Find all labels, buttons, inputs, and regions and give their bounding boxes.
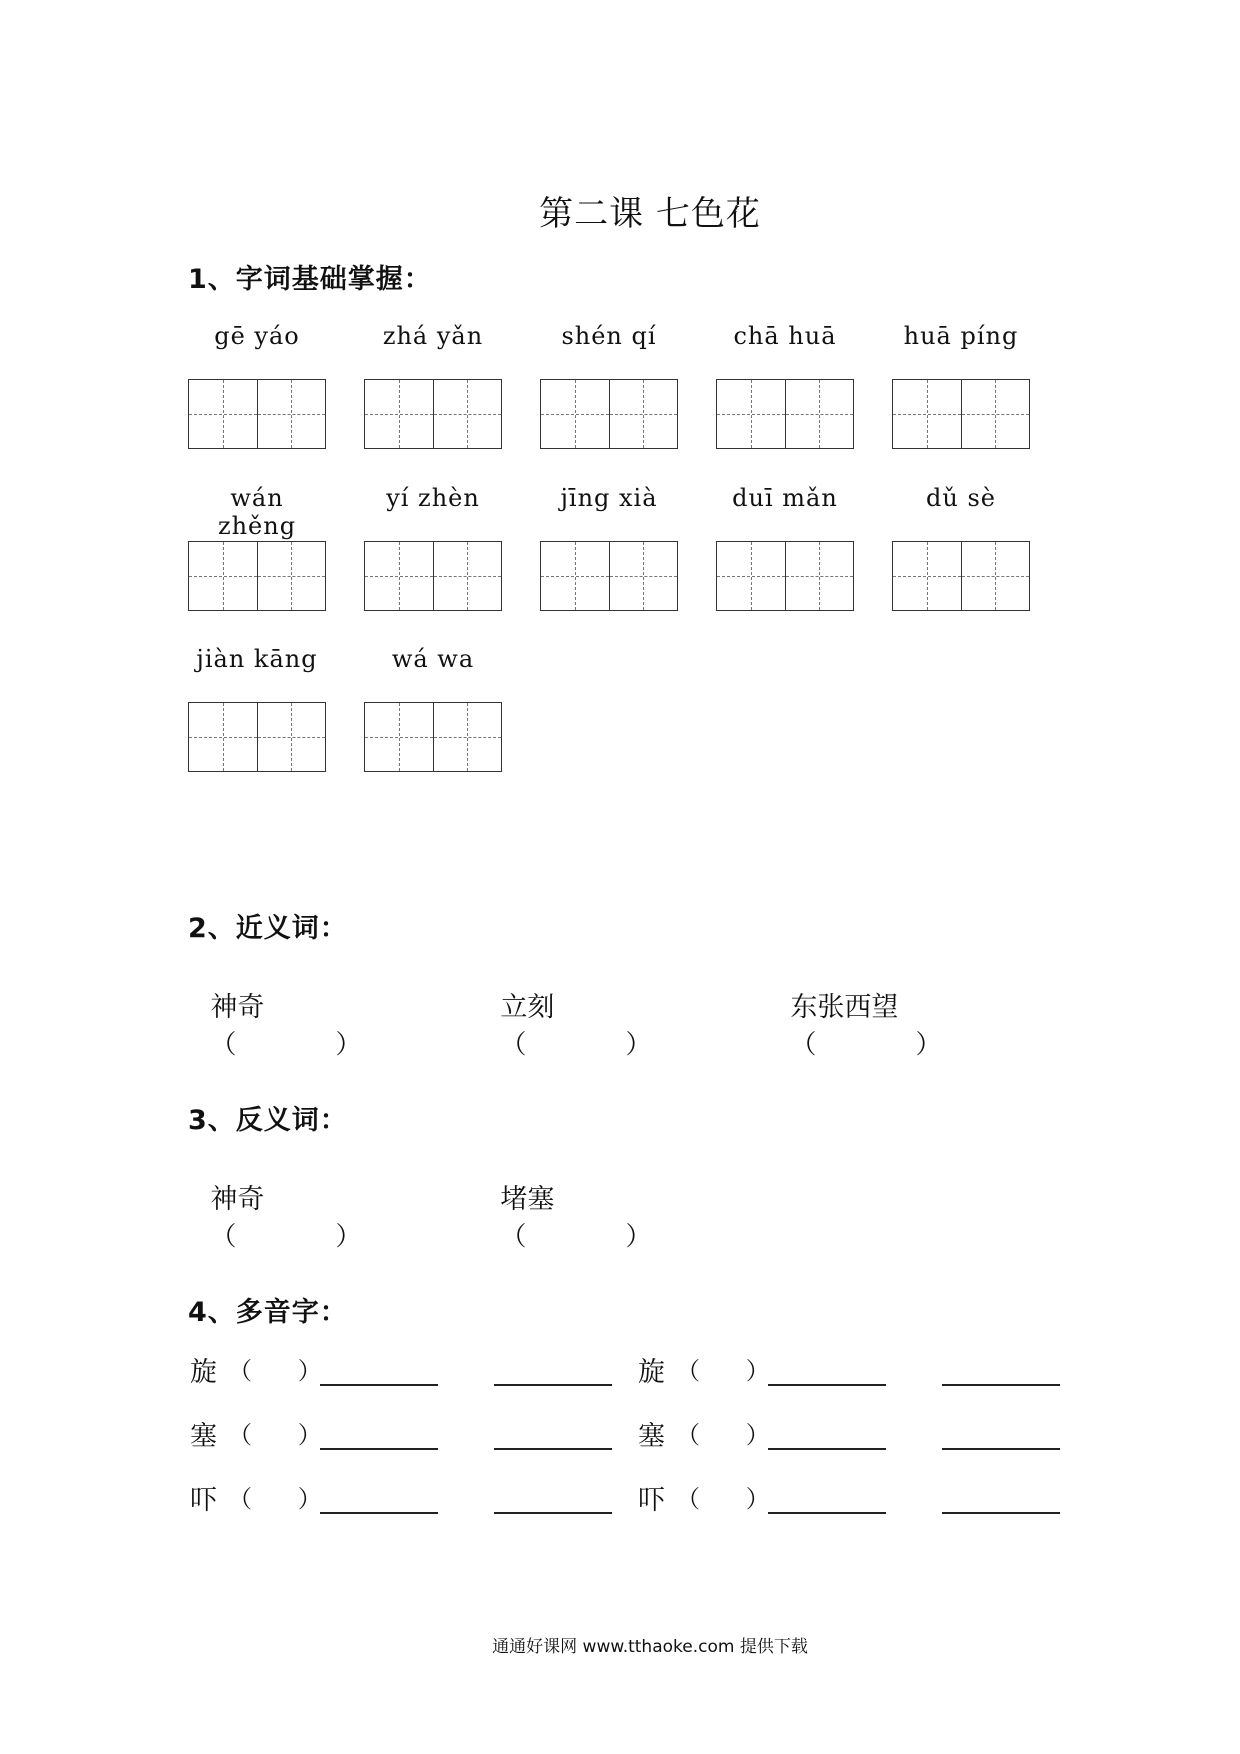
- word-answer-line[interactable]: [942, 1512, 1060, 1514]
- synonym-word: 东张西望: [790, 992, 899, 1023]
- tianzige-cell[interactable]: [717, 542, 785, 610]
- section-4-heading: 4、多音字：: [188, 1297, 348, 1328]
- tianzige-writing-box[interactable]: [540, 379, 678, 449]
- tianzige-writing-box[interactable]: [892, 379, 1030, 449]
- synonym-word: 神奇: [210, 992, 265, 1023]
- tianzige-cell[interactable]: [433, 542, 502, 610]
- tianzige-writing-box[interactable]: [188, 379, 326, 449]
- tianzige-cell[interactable]: [365, 542, 433, 610]
- word-answer-line[interactable]: [942, 1384, 1060, 1386]
- pinyin-label: yí zhèn: [386, 484, 480, 512]
- tianzige-cell[interactable]: [609, 380, 678, 448]
- section-3-heading: 3、反义词：: [188, 1105, 348, 1136]
- pinyin-label: duī mǎn: [732, 484, 838, 512]
- tianzige-cell[interactable]: [257, 380, 326, 448]
- pinyin-label: dǔ sè: [926, 484, 996, 512]
- pinyin-label: jīng xià: [560, 484, 658, 512]
- word-answer-line[interactable]: [320, 1384, 438, 1386]
- word-answer-line[interactable]: [768, 1512, 886, 1514]
- answer-blank[interactable]: （ ）: [790, 1030, 942, 1060]
- section-2-heading: 2、近义词：: [188, 913, 348, 944]
- word-answer-line[interactable]: [494, 1384, 612, 1386]
- tianzige-cell[interactable]: [365, 380, 433, 448]
- tianzige-cell[interactable]: [365, 703, 433, 771]
- pinyin-answer-blank[interactable]: （ ）: [676, 1485, 770, 1513]
- tianzige-cell[interactable]: [541, 542, 609, 610]
- pinyin-answer-blank[interactable]: （ ）: [676, 1421, 770, 1449]
- word-answer-line[interactable]: [320, 1448, 438, 1450]
- tianzige-cell[interactable]: [189, 703, 257, 771]
- word-answer-line[interactable]: [768, 1384, 886, 1386]
- tianzige-cell[interactable]: [541, 380, 609, 448]
- pinyin-label: wán zhěng: [217, 484, 297, 540]
- tianzige-cell[interactable]: [189, 380, 257, 448]
- polyphone-char: 旋: [190, 1357, 217, 1388]
- tianzige-writing-box[interactable]: [364, 379, 502, 449]
- tianzige-cell[interactable]: [785, 380, 854, 448]
- pinyin-label: wá wa: [391, 645, 475, 673]
- tianzige-cell[interactable]: [257, 542, 326, 610]
- word-answer-line[interactable]: [494, 1512, 612, 1514]
- answer-blank[interactable]: （ ）: [210, 1222, 362, 1252]
- tianzige-writing-box[interactable]: [364, 702, 502, 772]
- tianzige-cell[interactable]: [717, 380, 785, 448]
- polyphone-char: 旋: [638, 1357, 665, 1388]
- tianzige-cell[interactable]: [257, 703, 326, 771]
- pinyin-label: huā píng: [903, 322, 1019, 350]
- answer-blank[interactable]: （ ）: [500, 1030, 652, 1060]
- page-title: 第二课 七色花: [539, 194, 761, 234]
- tianzige-cell[interactable]: [433, 380, 502, 448]
- polyphone-char: 吓: [190, 1485, 217, 1516]
- pinyin-answer-blank[interactable]: （ ）: [228, 1357, 322, 1385]
- word-answer-line[interactable]: [320, 1512, 438, 1514]
- pinyin-answer-blank[interactable]: （ ）: [228, 1421, 322, 1449]
- pinyin-label: jiàn kāng: [196, 645, 318, 673]
- tianzige-cell[interactable]: [961, 380, 1030, 448]
- tianzige-cell[interactable]: [961, 542, 1030, 610]
- section-1-heading: 1、字词基础掌握：: [188, 264, 432, 295]
- tianzige-writing-box[interactable]: [188, 702, 326, 772]
- tianzige-writing-box[interactable]: [364, 541, 502, 611]
- tianzige-cell[interactable]: [609, 542, 678, 610]
- pinyin-label: gē yáo: [214, 322, 300, 350]
- tianzige-writing-box[interactable]: [716, 541, 854, 611]
- tianzige-writing-box[interactable]: [540, 541, 678, 611]
- answer-blank[interactable]: （ ）: [500, 1222, 652, 1252]
- footer-credit: 通通好课网 www.tthaoke.com 提供下载: [492, 1637, 808, 1657]
- pinyin-answer-blank[interactable]: （ ）: [228, 1485, 322, 1513]
- tianzige-cell[interactable]: [433, 703, 502, 771]
- polyphone-char: 塞: [638, 1421, 665, 1452]
- word-answer-line[interactable]: [942, 1448, 1060, 1450]
- pinyin-answer-blank[interactable]: （ ）: [676, 1357, 770, 1385]
- tianzige-cell[interactable]: [893, 380, 961, 448]
- antonym-word: 堵塞: [500, 1184, 555, 1215]
- polyphone-char: 吓: [638, 1485, 665, 1516]
- antonym-word: 神奇: [210, 1184, 265, 1215]
- tianzige-writing-box[interactable]: [892, 541, 1030, 611]
- synonym-word: 立刻: [500, 992, 555, 1023]
- pinyin-label: zhá yǎn: [382, 322, 484, 350]
- pinyin-label: shén qí: [561, 322, 657, 350]
- word-answer-line[interactable]: [768, 1448, 886, 1450]
- word-answer-line[interactable]: [494, 1448, 612, 1450]
- tianzige-writing-box[interactable]: [716, 379, 854, 449]
- tianzige-writing-box[interactable]: [188, 541, 326, 611]
- tianzige-cell[interactable]: [893, 542, 961, 610]
- pinyin-label: chā huā: [733, 322, 837, 350]
- tianzige-cell[interactable]: [785, 542, 854, 610]
- polyphone-char: 塞: [190, 1421, 217, 1452]
- answer-blank[interactable]: （ ）: [210, 1030, 362, 1060]
- tianzige-cell[interactable]: [189, 542, 257, 610]
